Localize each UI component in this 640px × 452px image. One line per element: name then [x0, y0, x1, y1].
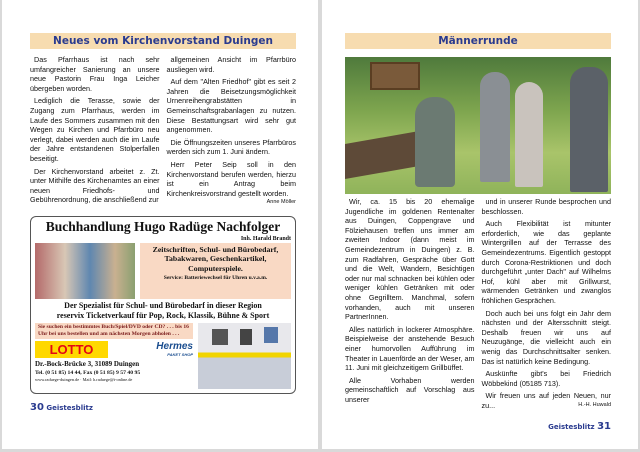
ad-products-text: Zeitschriften, Schul- und Bürobedarf, Tabakwaren, Geschenkartikel, Computerspiele. — [152, 244, 279, 273]
person — [480, 72, 510, 182]
article-title: Männerrunde — [345, 33, 611, 49]
bench — [345, 130, 425, 179]
page-number: 31 — [597, 421, 611, 433]
page-number: 30 — [30, 401, 44, 413]
page-footer — [345, 421, 611, 432]
paragraph: und in unserer Runde besprochen und beschlossen. — [481, 197, 611, 216]
paragraph: Das Pfarrhaus ist nach sehr umfangreicher Sanierung an unsere neue Pastorin Frau Inga Leicher übergeben worden. — [30, 55, 160, 93]
ad-web: www.raduege-duingen.de · Mail: h.raduege@t-online.de — [35, 377, 133, 383]
article-column-1 — [30, 55, 160, 208]
author: H.-H. Huwald — [578, 401, 611, 408]
window — [212, 329, 228, 345]
paragraph: allgemeinen Ansicht im Pfarrbüro ausliegen wird. — [166, 55, 296, 74]
page-footer — [30, 402, 296, 413]
ad-bottom-row — [35, 323, 291, 389]
hermes-logo — [113, 341, 193, 357]
author: Anne Möller — [266, 199, 296, 206]
paragraph — [482, 391, 612, 410]
ad-products — [140, 243, 291, 299]
paragraph: Auskünfte gibt's bei Friedrich Wöbbekind (05185 713). — [481, 369, 611, 388]
bookstore-ad — [30, 216, 296, 394]
right-page — [322, 0, 638, 449]
hermes-sub: PAKET SHOP — [167, 352, 193, 358]
paragraph — [166, 159, 297, 206]
article-column-2 — [167, 55, 297, 208]
ad-order-note: Sie suchen ein bestimmtes Buch/Spiel/DVD oder CD? . . . bis 16 Uhr bei uns bestellen und am nächsten Morgen abholen . . . — [35, 323, 193, 339]
store-front-photo — [198, 323, 291, 389]
ad-owner: Inh. Harald Brandt — [240, 235, 291, 242]
paragraph-text: Wir freuen uns auf jeden Neuen, nur zu... — [481, 391, 611, 410]
paragraph: Doch auch bei uns folgt ein Jahr dem nächsten und der Altersschnitt steigt. Deshalb freuen wir uns auf Neuzugänge, die vielleicht auch ein wenig das Durchschnittsalter senken. Das ist natürlich keine Bedingung. — [481, 308, 611, 366]
person — [415, 97, 455, 187]
window — [264, 327, 278, 343]
lotto-logo: LOTTO — [35, 341, 108, 358]
store-interior-photo — [35, 243, 135, 299]
ad-service: Service: Batteriewechsel für Uhren u.v.a.m. — [163, 275, 268, 282]
article-columns — [345, 197, 611, 413]
paragraph: Auf dem "Alten Friedhof" gibt es seit 2 Jahren die Beisetzungsmöglichkeit Urnenreihengrabstätten in Gemeinschaftsgrabanlagen zu nutzen. Diese Bestattungsart wird sehr gut angenommen. — [166, 77, 296, 135]
group-photo — [345, 57, 611, 194]
paragraph: Die Öffnungszeiten unseres Pfarrbüros werden sich zum 1. Juni ändern. — [166, 137, 296, 157]
person — [515, 82, 543, 187]
window — [240, 329, 252, 345]
paragraph: Der Kirchenvorstand arbeitet z. Zt. unter Mithilfe des Kirchenamtes an einer neuen Friedhofs- und Gebührenordnung, die anschließend zur — [30, 166, 160, 205]
ad-top-row — [35, 243, 291, 299]
magazine-name: Geistesblitz — [46, 403, 93, 412]
ad-reservix: reservix Ticketverkauf für Pop, Rock, Klassik, Bühne & Sport — [56, 310, 270, 320]
person — [570, 67, 608, 192]
article-column-1 — [345, 197, 475, 413]
ad-logos — [35, 341, 193, 358]
magazine-name: Geistesblitz — [548, 423, 595, 432]
paragraph: Lediglich die Terasse, sowie der Zugang zum Pfarrhaus, werden im Laufe des Sommers zusammen mit den Wegen zu Kirchen und Pfarrbüro neu verlegt, dabei werden auch die im Laufe der Jahre entstandenen Stolperfallen beseitigt. — [30, 96, 160, 163]
ad-address: Dr.-Bock-Brücke 3, 31089 Duingen — [35, 360, 140, 369]
paragraph-text: Herr Peter Seip soll in den Kirchenvorstand berufen werden, hierzu ist ein Antrag beim Kirchenkreisvorstrand gestellt worden. — [166, 159, 296, 198]
ad-phone: Tel. (0 51 85) 14 44, Fax (0 51 85) 9 57 40 95 — [35, 370, 141, 377]
paragraph: Auch Flexibilität ist mitunter erforderlich, wie das geplante Wintergrillen auf der Terrasse des Gemeindezentrums. Eigentlich gestoppt durch Corona-Restriktionen und doch durchgeführt „unter Dach" auf Wilhelms Hof, kühl aber mit Grillwurst, wärmenden Getränken und zwanglos fröhlichen Gesprächen. — [481, 219, 611, 305]
left-page — [2, 0, 318, 449]
hermes-text: Hermes — [156, 341, 193, 353]
paragraph: Wir, ca. 15 bis 20 ehemalige Jugendliche im goldenen Rentenalter aus Duingen, Coppengrave und Fölziehausen treffen uns immer am zweiten Indoor (dann meist im Gemeindezentrum in Duingen) z. B. zum Radfahren, Gespräche über Gott und die Welt, Wandern, Besichtigen oder nur mal schnacken bei kühlen oder weniger kühlen Getränken mit oder ohne Gegrilltem. Manchmal, sofern vorhanden, auch mit unseren PartnerInnen. — [345, 197, 475, 322]
ad-store-name: Buchhandlung Hugo Radüge Nachfolger — [45, 218, 281, 234]
article-title: Neues vom Kirchenvorstand Duingen — [30, 33, 296, 49]
paragraph: Alle Vorhaben werden gemeinschaftlich auf Vorschlag aus unserer — [345, 375, 475, 404]
article-column-2 — [482, 197, 612, 413]
article-columns — [30, 55, 296, 208]
notice-board — [370, 62, 420, 90]
paragraph: Alles natürlich in lockerer Atmosphäre. Beispielweise der anstehende Besuch einer humorvollen Aufführung im Theater in Lauenförde an der Weser, am 11. Juni mit gleichzeitigem Grillbüffet. — [345, 324, 475, 373]
ad-specialist: Der Spezialist für Schul- und Bürobedarf in dieser Region — [64, 300, 262, 310]
ad-info-block — [35, 323, 193, 389]
